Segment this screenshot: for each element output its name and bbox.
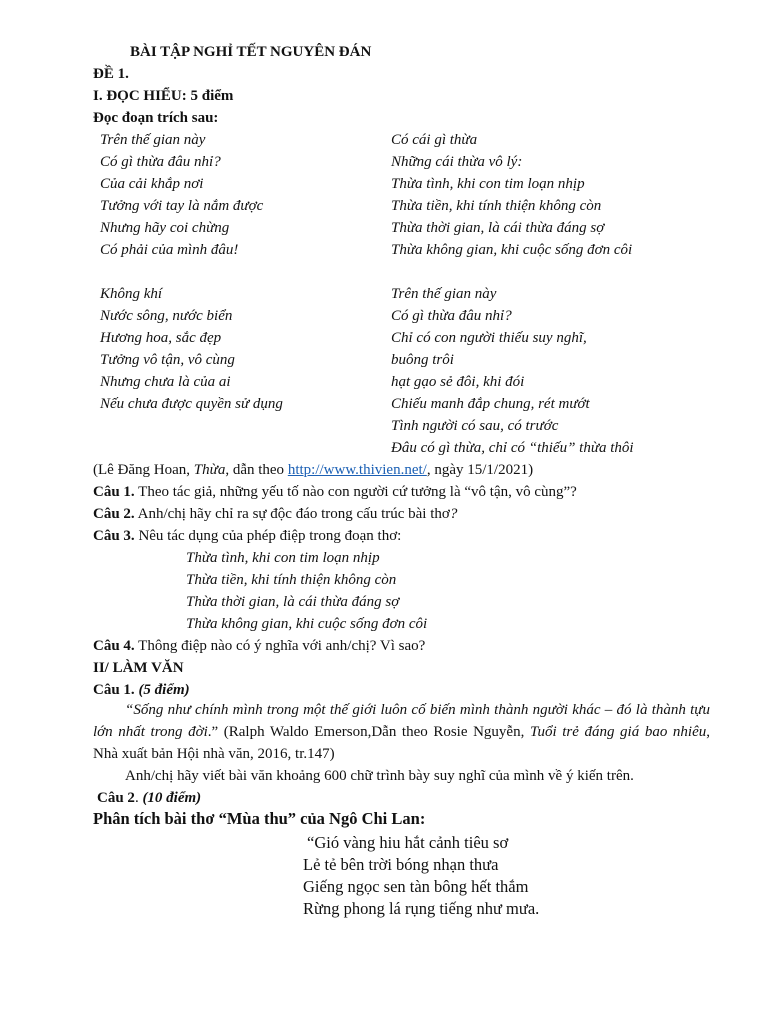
document-title: BÀI TẬP NGHỈ TẾT NGUYÊN ĐÁN — [130, 44, 372, 60]
essay-2-heading — [97, 788, 201, 808]
poem-line: Nếu chưa được quyền sử dụng — [100, 396, 283, 412]
question-text: Thông điệp nào có ý nghĩa với anh/chị? Vì sao? — [134, 638, 426, 654]
poem-line: Của cải khắp nơi — [100, 176, 204, 192]
poem-line: Thừa không gian, khi cuộc sống đơn côi — [391, 242, 633, 258]
final-poem-line: “Gió vàng hiu hắt cảnh tiêu sơ — [307, 833, 509, 852]
essay-points: (5 điểm) — [138, 682, 190, 698]
final-poem-line: Lẻ tẻ bên trời bóng nhạn thưa — [303, 855, 499, 874]
poem-line: Có phải của mình đâu! — [100, 242, 239, 258]
final-poem-line: Giếng ngọc sen tàn bông hết thắm — [303, 877, 529, 896]
question-1 — [93, 482, 577, 502]
poem-line: Chiếu manh đắp chung, rét mướt — [391, 396, 590, 412]
quoted-verse-line: Thừa tiền, khi tính thiện không còn — [186, 572, 397, 588]
section-reading-heading: I. ĐỌC HIỂU: 5 điểm — [93, 88, 234, 104]
question-label: Câu 3. — [93, 528, 135, 544]
question-3 — [93, 526, 401, 546]
question-label: Câu 4. — [93, 638, 135, 654]
essay-label: Câu 2 — [97, 790, 135, 806]
quoted-verse-line: Thừa thời gian, là cái thừa đáng sợ — [186, 594, 400, 610]
source-prefix: (Lê Đăng Hoan, — [93, 462, 194, 478]
poem-line: Đâu có gì thừa, chỉ có “thiếu” thừa thôi — [391, 440, 634, 456]
section-writing-heading: II/ LÀM VĂN — [93, 660, 184, 676]
poem-line: Tưởng với tay là nắm được — [100, 198, 264, 214]
poem-line: buông trôi — [391, 352, 454, 368]
essay-points: (10 điểm) — [142, 790, 202, 806]
source-suffix: , ngày 15/1/2021) — [426, 462, 534, 478]
poem-line: Thừa tình, khi con tim loạn nhịp — [391, 176, 585, 192]
poem-line: Có cái gì thừa — [391, 132, 478, 148]
essay-1-prompt: Anh/chị hãy viết bài văn khoảng 600 chữ trình bày suy nghĩ của mình về ý kiến trên. — [125, 768, 634, 784]
question-label: Câu 2. — [93, 506, 135, 522]
question-2 — [93, 504, 457, 524]
quoted-verse-line: Thừa không gian, khi cuộc sống đơn côi — [186, 616, 428, 632]
final-poem-line: Rừng phong lá rụng tiếng như mưa. — [303, 899, 540, 918]
poem-line: Trên thế gian này — [100, 132, 206, 148]
poem-line: Thừa thời gian, là cái thừa đáng sợ — [391, 220, 605, 236]
quote-book: Tuổi trẻ đáng giá bao nhiêu — [529, 724, 707, 740]
source-citation — [93, 460, 533, 480]
analysis-heading: Phân tích bài thơ “Mùa thu” của Ngô Chi Lan: — [93, 809, 426, 828]
question-text: Nêu tác dụng của phép điệp trong đoạn thơ: — [134, 528, 402, 544]
poem-line: Chỉ có con người thiếu suy nghĩ, — [391, 330, 587, 346]
poem-line: Không khí — [100, 286, 163, 302]
poem-line: Nhưng chưa là của ai — [100, 374, 231, 390]
poem-line: Tưởng vô tận, vô cùng — [100, 352, 235, 368]
essay-label: Câu 1. — [93, 682, 135, 698]
source-link[interactable]: http://www.thivien.net/ — [287, 462, 427, 478]
source-work: Thừa — [193, 462, 226, 478]
poem-line: Những cái thừa vô lý: — [391, 154, 523, 170]
exam-label: ĐỀ 1. — [93, 66, 129, 82]
poem-line: Nhưng hãy coi chừng — [100, 220, 230, 236]
poem-line: hạt gạo sẻ đôi, khi đói — [391, 374, 525, 390]
reading-prompt: Đọc đoạn trích sau: — [93, 110, 219, 126]
essay-1-heading — [93, 680, 190, 700]
essay-dot: . — [134, 790, 139, 806]
poem-line: Trên thế gian này — [391, 286, 497, 302]
quote-attribution: .” (Ralph Waldo Emerson,Dẫn theo Rosie Nguyễn, — [207, 724, 530, 740]
question-4 — [93, 636, 425, 656]
quoted-verse-line: Thừa tình, khi con tim loạn nhịp — [186, 550, 380, 566]
poem-line: Tình người có sau, có trước — [391, 418, 559, 434]
question-text: Anh/chị hãy chỉ ra sự độc đáo trong cấu trúc bài thơ — [134, 506, 450, 522]
poem-line: Hương hoa, sắc đẹp — [100, 330, 222, 346]
poem-line: Có gì thừa đâu nhỉ? — [391, 308, 512, 324]
question-text: Theo tác giả, những yếu tố nào con người cứ tưởng là “vô tận, vô cùng”? — [134, 484, 577, 500]
poem-line: Thừa tiền, khi tính thiện không còn — [391, 198, 602, 214]
source-middle: , dẫn theo — [225, 462, 288, 478]
question-label: Câu 1. — [93, 484, 135, 500]
quote-publisher: , Nhà xuất bản Hội nhà văn, 2016, tr.147) — [93, 724, 710, 762]
poem-line: Có gì thừa đâu nhỉ? — [100, 154, 221, 170]
quote-text: “Sống như chính mình trong một thế giới luôn cố biến mình thành người khác – đó là thành tựu lớn nhất trong đời — [93, 702, 710, 740]
poem-line: Nước sông, nước biển — [100, 308, 233, 324]
quote-paragraph — [93, 699, 710, 765]
question-end: ? — [449, 506, 458, 522]
